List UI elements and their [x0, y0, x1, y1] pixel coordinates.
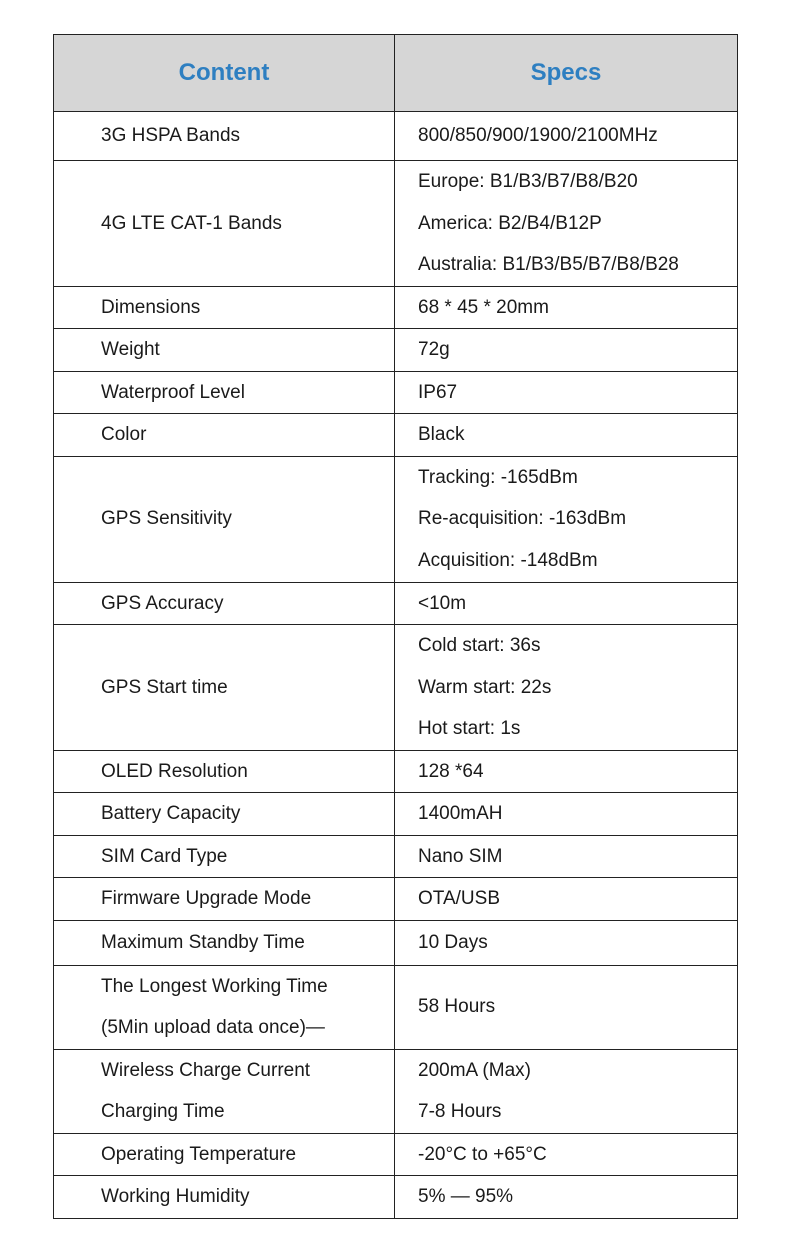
spec-value: Hot start: 1s [418, 718, 521, 739]
spec-value: Acquisition: -148dBm [418, 549, 598, 571]
spec-value-cell [395, 414, 738, 457]
spec-name: Waterproof Level [101, 381, 245, 403]
header-content: Content [54, 35, 395, 112]
spec-value: America: B2/B4/B12P [418, 212, 602, 234]
spec-value: Tracking: -165dBm [418, 466, 578, 488]
spec-value: 1400mAH [418, 803, 503, 824]
spec-value-cell [395, 878, 738, 921]
spec-value: <10m [418, 592, 467, 614]
spec-name-cell [54, 286, 395, 329]
spec-name-cell [54, 1049, 395, 1133]
spec-table [53, 34, 738, 1219]
spec-value: 72g [418, 339, 450, 360]
spec-value-cell [395, 625, 738, 751]
spec-value: Europe: B1/B3/B7/B8/B20 [418, 171, 638, 192]
spec-name: OLED Resolution [101, 760, 248, 782]
spec-value: 58 Hours [418, 996, 496, 1018]
table-row [54, 1133, 738, 1176]
spec-name: Wireless Charge Current [101, 1059, 311, 1081]
spec-value: Warm start: 22s [418, 676, 552, 698]
spec-name-cell [54, 920, 395, 965]
spec-value-cell [395, 582, 738, 625]
table-row [54, 582, 738, 625]
table-row [54, 965, 738, 1049]
table-row [54, 371, 738, 414]
spec-table-body [54, 112, 738, 1219]
spec-value: OTA/USB [418, 888, 500, 909]
spec-name: Weight [101, 339, 160, 360]
spec-name: 3G HSPA Bands [101, 125, 241, 147]
spec-name: (5Min upload data once)— [101, 1017, 325, 1038]
spec-name-cell [54, 414, 395, 457]
spec-value-cell [395, 161, 738, 287]
spec-name-cell [54, 793, 395, 836]
spec-name: GPS Start time [101, 676, 228, 698]
table-row [54, 286, 738, 329]
spec-name-cell [54, 329, 395, 372]
spec-value-cell [395, 793, 738, 836]
spec-name: Dimensions [101, 296, 201, 318]
table-row [54, 112, 738, 161]
table-row [54, 878, 738, 921]
spec-name: Working Humidity [101, 1186, 250, 1207]
spec-name-cell [54, 750, 395, 793]
header-specs: Specs [395, 35, 738, 112]
spec-value: 68 * 45 * 20mm [418, 296, 549, 318]
spec-value-cell [395, 1049, 738, 1133]
spec-value: 128 *64 [418, 760, 484, 782]
spec-value-cell [395, 920, 738, 965]
table-row [54, 1049, 738, 1133]
table-row [54, 329, 738, 372]
spec-value: 800/850/900/1900/2100MHz [418, 125, 658, 147]
spec-name-cell [54, 161, 395, 287]
spec-value-cell [395, 750, 738, 793]
spec-value-cell [395, 329, 738, 372]
spec-name-cell [54, 456, 395, 582]
spec-name: Color [101, 424, 147, 445]
table-row [54, 835, 738, 878]
spec-name: GPS Sensitivity [101, 508, 232, 530]
spec-value-cell [395, 112, 738, 161]
spec-value: 7-8 Hours [418, 1101, 502, 1122]
spec-name-cell [54, 1176, 395, 1219]
spec-name-cell [54, 371, 395, 414]
spec-name: SIM Card Type [101, 845, 228, 867]
spec-name: 4G LTE CAT-1 Bands [101, 212, 282, 234]
spec-value: Cold start: 36s [418, 635, 541, 656]
spec-name: Charging Time [101, 1101, 225, 1122]
table-row [54, 161, 738, 287]
spec-name-cell [54, 965, 395, 1049]
spec-value-cell [395, 371, 738, 414]
spec-value-cell [395, 965, 738, 1049]
spec-name: Battery Capacity [101, 803, 241, 824]
table-header-row [54, 35, 738, 112]
spec-name: Operating Temperature [101, 1143, 297, 1165]
spec-value: 5% — 95% [418, 1186, 514, 1207]
spec-value: IP67 [418, 381, 458, 403]
spec-name: The Longest Working Time [101, 975, 328, 997]
table-row [54, 1176, 738, 1219]
table-row [54, 750, 738, 793]
spec-name-cell [54, 878, 395, 921]
spec-name-cell [54, 112, 395, 161]
spec-name: Maximum Standby Time [101, 931, 305, 953]
table-row [54, 414, 738, 457]
spec-value: -20°C to +65°C [418, 1143, 547, 1165]
spec-name-cell [54, 835, 395, 878]
spec-value-cell [395, 835, 738, 878]
spec-value: 10 Days [418, 931, 488, 953]
spec-value: 200mA (Max) [418, 1059, 531, 1081]
spec-value: Re-acquisition: -163dBm [418, 508, 627, 530]
table-row [54, 625, 738, 751]
table-row [54, 793, 738, 836]
spec-value-cell [395, 1176, 738, 1219]
spec-name-cell [54, 582, 395, 625]
table-row [54, 920, 738, 965]
table-row [54, 456, 738, 582]
spec-value: Black [418, 424, 465, 445]
spec-name: Firmware Upgrade Mode [101, 888, 312, 909]
spec-name-cell [54, 625, 395, 751]
spec-name: GPS Accuracy [101, 592, 224, 614]
spec-value: Australia: B1/B3/B5/B7/B8/B28 [418, 254, 679, 275]
spec-value-cell [395, 1133, 738, 1176]
spec-value: Nano SIM [418, 845, 503, 867]
spec-value-cell [395, 456, 738, 582]
spec-value-cell [395, 286, 738, 329]
spec-name-cell [54, 1133, 395, 1176]
